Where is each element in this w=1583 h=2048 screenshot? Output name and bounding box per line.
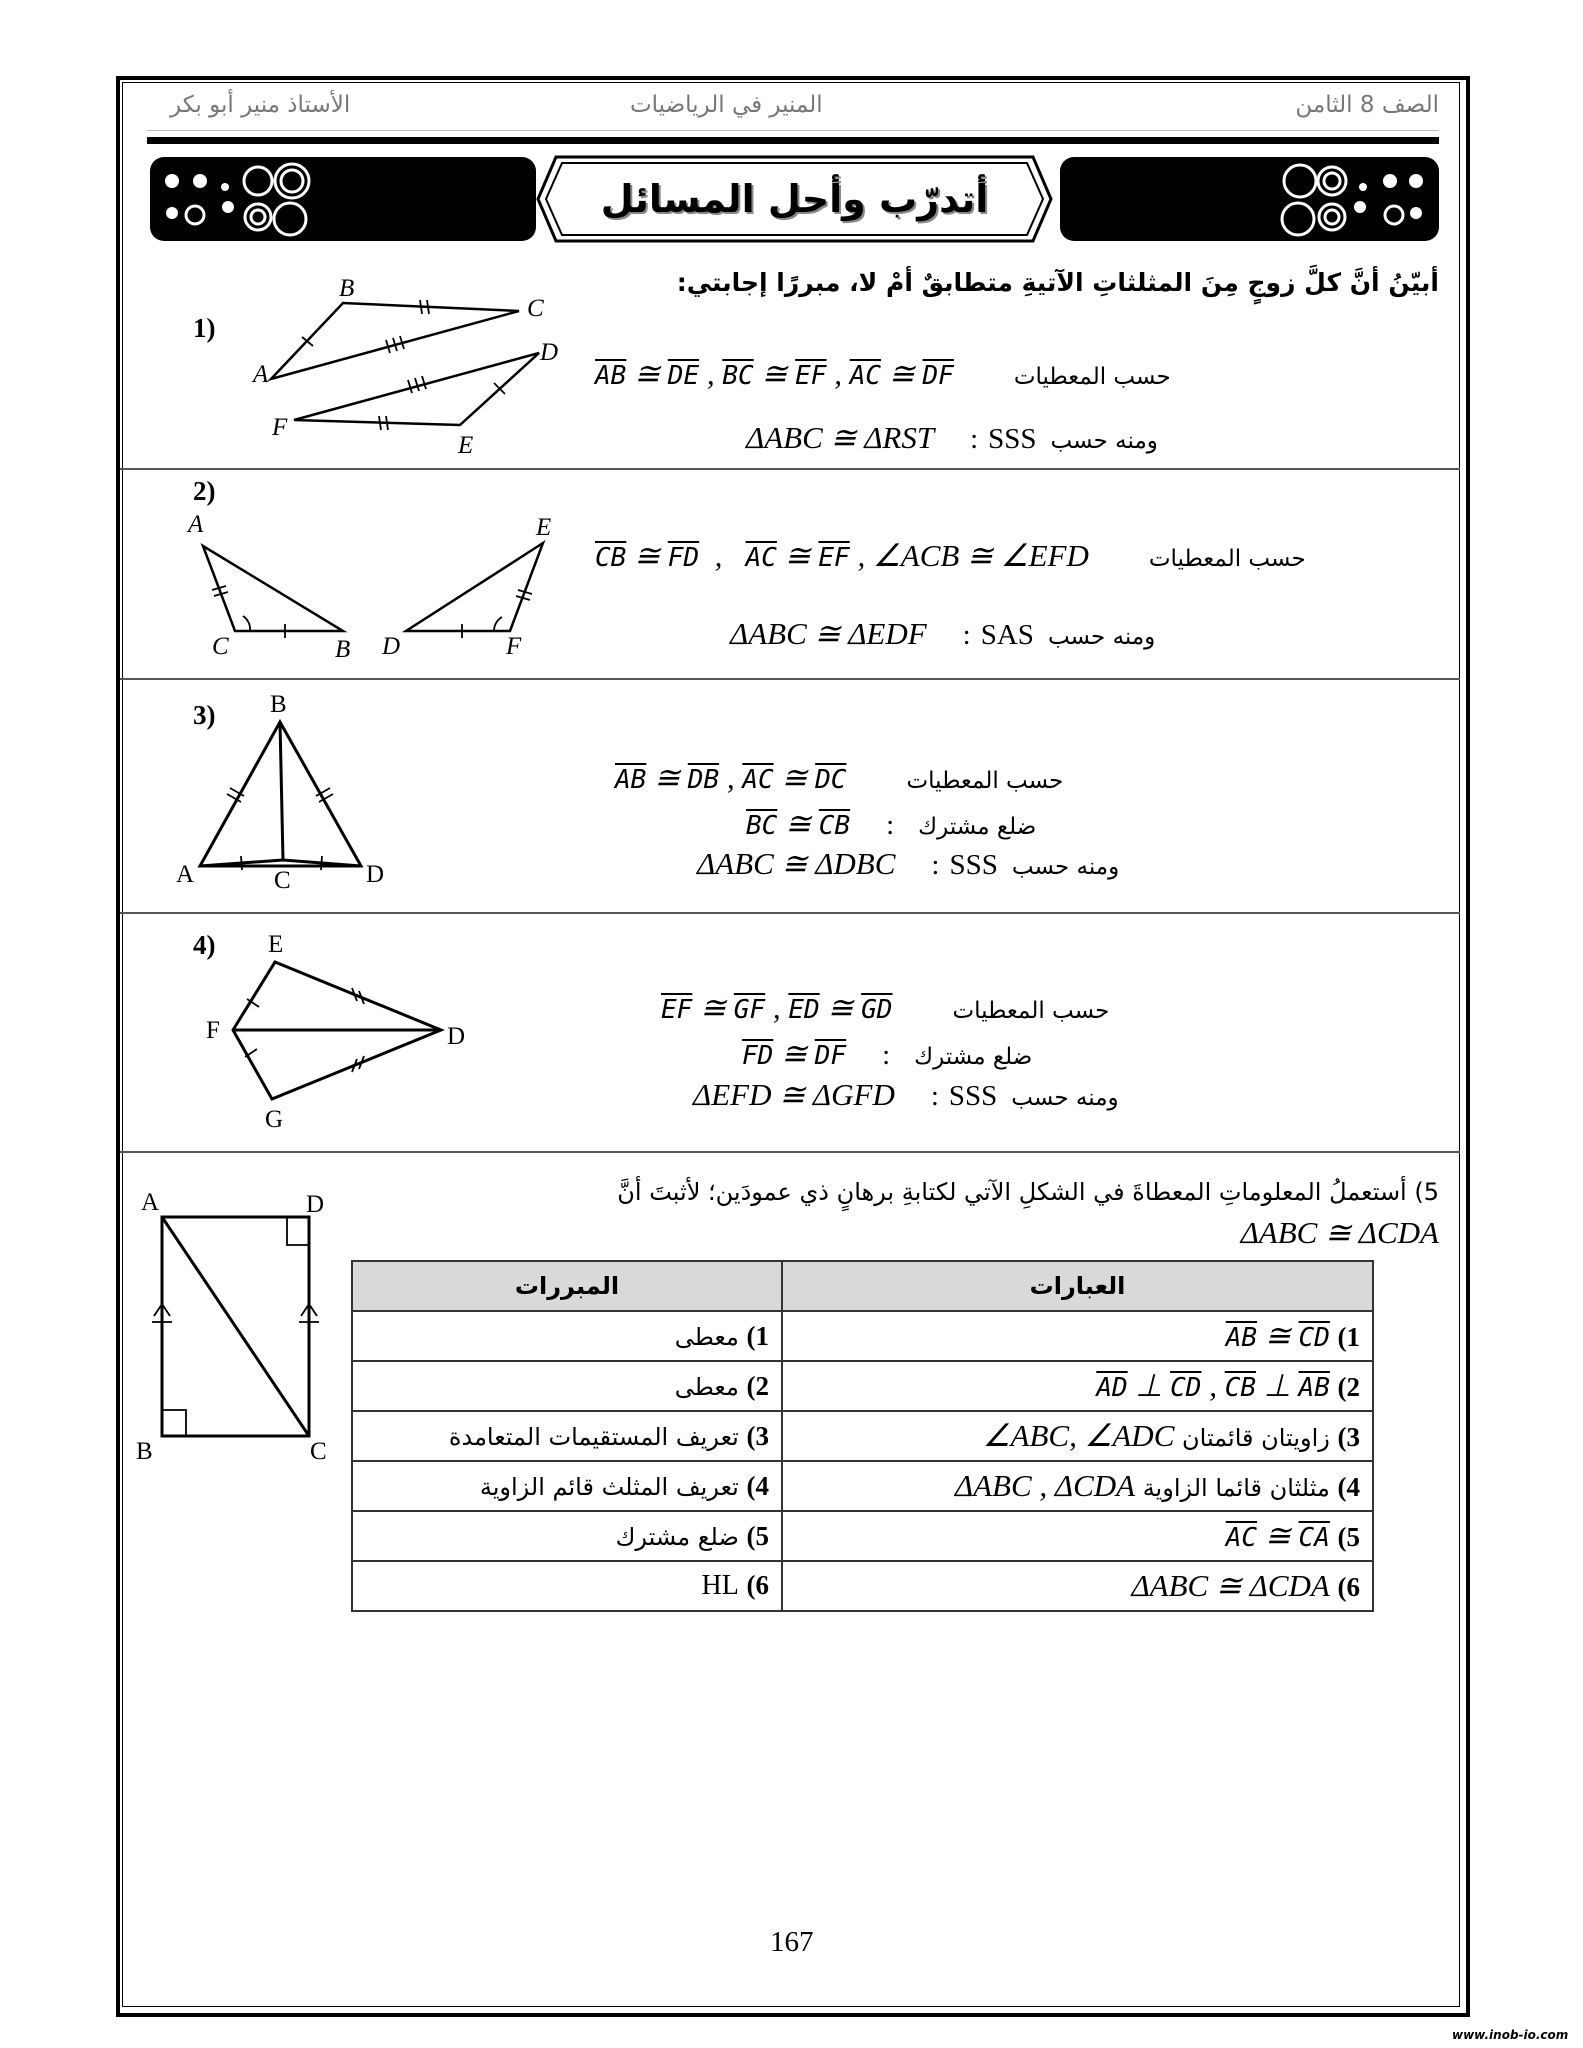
statement-text: مثلثان قائما الزاوية — [1135, 1474, 1330, 1502]
segment-overline: $\overline{GD}$ — [861, 995, 893, 1025]
statement-cell — [782, 1361, 1373, 1411]
math-text: ≅ — [777, 806, 819, 841]
reason-text: HL — [701, 1570, 739, 1601]
problem5-text: 5) أستعملُ المعلوماتِ المعطاةَ في الشكلِ الآتي لكتابةِ برهانٍ ذي عمودَين؛ لأثبتَ أنَّ — [617, 1178, 1439, 1206]
colon-separator: : — [886, 809, 895, 841]
reason-label: حسب المعطيات — [1013, 364, 1171, 390]
problem-number: 1) — [193, 313, 216, 343]
problem-number: 3) — [193, 700, 216, 730]
vertex-label: E — [536, 514, 552, 541]
vertex-label: B — [270, 691, 287, 718]
segment-overline: $\overline{EF}$ — [818, 543, 850, 573]
reason-cell — [352, 1511, 782, 1561]
vertex-label: A — [253, 361, 269, 388]
reason-label: حسب المعطيات — [906, 768, 1064, 794]
segment-overline: $\overline{FD}$ — [742, 1041, 774, 1071]
statement-text: زاويتان قائمتان — [1174, 1424, 1330, 1452]
reason-label: ومنه حسب — [1011, 854, 1120, 880]
table-row — [352, 1511, 1373, 1561]
vertex-label: B — [136, 1438, 153, 1465]
math-text: ≅ — [773, 1036, 815, 1071]
reason-label: ومنه حسب — [1011, 1085, 1119, 1111]
instruction-text: أبيّنُ أنَّ كلَّ زوجٍ مِنَ المثلثاتِ الآتيةِ متطابقٌ أمْ لا، مبررًا إجابتي: — [676, 268, 1439, 297]
reason-text: تعريف المثلث قائم الزاوية — [479, 1472, 739, 1501]
math-text: ≅ — [1257, 1318, 1299, 1353]
math-text: , — [699, 538, 746, 573]
vertex-label: E — [458, 432, 474, 459]
statement-cell — [782, 1561, 1373, 1611]
math-text: ⊥ — [1256, 1368, 1299, 1403]
segment-overline: $\overline{AB}$ — [595, 361, 627, 391]
math-text: ≅ — [626, 538, 668, 573]
math-text: ΔABC ≅ ΔCDA — [1131, 1568, 1330, 1603]
congruence-rule: SSS — [988, 423, 1037, 455]
congruence-rule: SAS — [980, 619, 1034, 651]
colon-separator: : — [970, 423, 979, 455]
colon-separator: : — [962, 619, 971, 651]
problem-number: 2) — [193, 476, 216, 506]
math-text: ΔABC , ΔCDA — [954, 1468, 1136, 1503]
congruence-rule: SSS — [949, 849, 998, 881]
math-text: ΔEFD ≅ ΔGFD — [693, 1077, 895, 1112]
reason-cell — [352, 1311, 782, 1361]
segment-overline: $\overline{CD}$ — [1170, 1373, 1202, 1403]
reason-label: حسب المعطيات — [1148, 546, 1306, 572]
row-number: 3) — [1337, 1422, 1360, 1452]
table-row — [352, 1361, 1373, 1411]
segment-overline: $\overline{BC}$ — [746, 811, 778, 841]
vertex-label: G — [265, 1106, 284, 1133]
reason-text: ضلع مشترك — [615, 1522, 739, 1551]
math-text: ⊥ — [1127, 1368, 1171, 1403]
table-row — [352, 1311, 1373, 1361]
math-text: ΔABC ≅ ΔEDF — [730, 616, 927, 651]
row-number: 5) — [746, 1520, 769, 1551]
segment-overline: $\overline{ED}$ — [788, 995, 820, 1025]
segment-overline: $\overline{DF}$ — [814, 1041, 847, 1071]
segment-overline: $\overline{AB}$ — [615, 765, 647, 795]
row-number: 5) — [1337, 1522, 1360, 1552]
segment-overline: $\overline{AB}$ — [1298, 1373, 1330, 1403]
math-expression — [1096, 1368, 1330, 1403]
vertex-label: D — [366, 861, 385, 888]
statement-cell — [782, 1311, 1373, 1361]
statement-cell — [782, 1511, 1373, 1561]
header-grade: الصف 8 الثامن — [1295, 92, 1439, 118]
math-expression — [1131, 1568, 1329, 1603]
segment-overline: $\overline{CB}$ — [595, 543, 627, 573]
math-text: , — [719, 760, 743, 795]
reason-cell — [352, 1411, 782, 1461]
colon-separator: : — [882, 1039, 891, 1071]
figure-problem-2 — [186, 511, 551, 663]
congruence-rule: SSS — [948, 1080, 998, 1112]
table-row — [352, 1461, 1373, 1511]
figure-problem-3 — [176, 691, 384, 894]
vertex-label: F — [206, 1017, 220, 1044]
math-text: ≅ — [1257, 1518, 1299, 1553]
math-text: ≅ — [819, 990, 862, 1025]
segment-overline: $\overline{CB}$ — [1224, 1373, 1257, 1403]
segment-overline: $\overline{AC}$ — [1225, 1523, 1258, 1553]
math-text: ΔABC ≅ ΔDBC — [697, 846, 896, 881]
header-reasons: المبررات — [352, 1261, 782, 1311]
vertex-label: B — [339, 275, 355, 302]
row-number: 6) — [1337, 1572, 1360, 1602]
math-text: , ∠ACB ≅ ∠EFD — [849, 538, 1089, 573]
row-number: 2) — [746, 1370, 769, 1401]
segment-overline: $\overline{FD}$ — [667, 543, 700, 573]
math-text: ≅ — [626, 356, 668, 391]
segment-overline: $\overline{EF}$ — [795, 361, 827, 391]
vertex-label: C — [527, 295, 544, 322]
math-text: ∠ABC, ∠ADC — [982, 1418, 1175, 1453]
math-expression — [1226, 1318, 1330, 1353]
vertex-label: F — [506, 633, 522, 660]
math-expression — [1226, 1518, 1330, 1553]
math-expression — [955, 1468, 1135, 1503]
reason-label: حسب المعطيات — [952, 998, 1110, 1024]
segment-overline: $\overline{DC}$ — [815, 765, 847, 795]
math-text: ≅ — [881, 356, 923, 391]
reason-label: ومنه حسب — [1050, 428, 1158, 454]
watermark: www.inob-io.com — [1452, 2028, 1569, 2042]
figure-problem-1 — [251, 275, 558, 459]
segment-overline: $\overline{AB}$ — [1225, 1323, 1258, 1353]
vertex-label: F — [272, 414, 288, 441]
row-number: 1) — [746, 1320, 769, 1351]
vertex-label: B — [335, 636, 351, 663]
row-number: 3) — [746, 1420, 769, 1451]
figure-problem-4 — [206, 931, 465, 1133]
segment-overline: $\overline{AD}$ — [1096, 1373, 1128, 1403]
segment-overline: $\overline{AC}$ — [849, 361, 882, 391]
reason-cell — [352, 1561, 782, 1611]
segment-overline: $\overline{DF}$ — [922, 361, 954, 391]
banner-title: أتدرّب وأحل المسائل — [600, 177, 989, 221]
two-column-proof-table — [351, 1260, 1374, 1612]
problem5-goal: ΔABC ≅ ΔCDA — [1240, 1215, 1439, 1250]
reason-text: معطى — [674, 1372, 739, 1401]
vertex-label: C — [274, 867, 291, 894]
math-text: ≅ — [692, 990, 734, 1025]
reason-label: ومنه حسب — [1047, 624, 1156, 650]
vertex-label: D — [540, 339, 559, 366]
table-row — [352, 1411, 1373, 1461]
header-teacher: الأستاذ منير أبو بكر — [170, 92, 351, 118]
reason-cell — [352, 1461, 782, 1511]
row-number: 4) — [746, 1470, 769, 1501]
vertex-label: A — [141, 1189, 160, 1216]
statement-cell — [782, 1461, 1373, 1511]
colon-separator: : — [930, 1080, 939, 1112]
segment-overline: $\overline{AC}$ — [745, 543, 777, 573]
vertex-label: A — [176, 861, 195, 888]
table-row — [352, 1561, 1373, 1611]
row-number: 1) — [1337, 1322, 1360, 1352]
segment-overline: $\overline{CA}$ — [1298, 1523, 1330, 1553]
segment-overline: $\overline{BC}$ — [722, 361, 754, 391]
vertex-label: D — [447, 1023, 466, 1050]
math-text: ≅ — [773, 760, 816, 795]
reason-cell — [352, 1361, 782, 1411]
colon-separator: : — [931, 849, 940, 881]
math-expression — [983, 1418, 1175, 1453]
segment-overline: $\overline{EF}$ — [661, 995, 693, 1025]
row-number: 2) — [1337, 1372, 1360, 1402]
segment-overline: $\overline{CB}$ — [818, 811, 851, 841]
math-text: ≅ — [646, 760, 688, 795]
math-text: , — [826, 356, 850, 391]
math-text: ΔABC ≅ ΔRST — [746, 420, 935, 455]
segment-overline: $\overline{CD}$ — [1298, 1323, 1330, 1353]
vertex-label: E — [268, 931, 284, 958]
page-number: 167 — [770, 1926, 814, 1958]
reason-label: ضلع مشترك — [918, 814, 1037, 840]
math-text: , — [1201, 1368, 1225, 1403]
row-number: 6) — [746, 1570, 769, 1600]
vertex-label: D — [306, 1191, 325, 1218]
reason-text: معطى — [674, 1322, 739, 1351]
vertex-label: C — [212, 633, 229, 660]
segment-overline: $\overline{GF}$ — [733, 995, 766, 1025]
segment-overline: $\overline{DE}$ — [667, 361, 700, 391]
math-text: ≅ — [776, 538, 819, 573]
vertex-label: D — [382, 633, 401, 660]
vertex-label: A — [188, 511, 204, 538]
header-statements: العبارات — [782, 1261, 1373, 1311]
table-header-row — [352, 1261, 1373, 1311]
statement-cell — [782, 1411, 1373, 1461]
figure-problem-5 — [136, 1189, 327, 1465]
segment-overline: $\overline{DB}$ — [687, 765, 720, 795]
math-text: ≅ — [753, 356, 796, 391]
reason-label: ضلع مشترك — [914, 1044, 1033, 1070]
math-text: , — [765, 990, 789, 1025]
vertex-label: C — [310, 1438, 327, 1465]
header-book: المنير في الرياضيات — [630, 92, 823, 118]
problem-number: 4) — [193, 930, 216, 960]
segment-overline: $\overline{AC}$ — [742, 765, 774, 795]
row-number: 4) — [1337, 1472, 1360, 1502]
math-text: , — [699, 356, 723, 391]
reason-text: تعريف المستقيمات المتعامدة — [448, 1422, 739, 1451]
